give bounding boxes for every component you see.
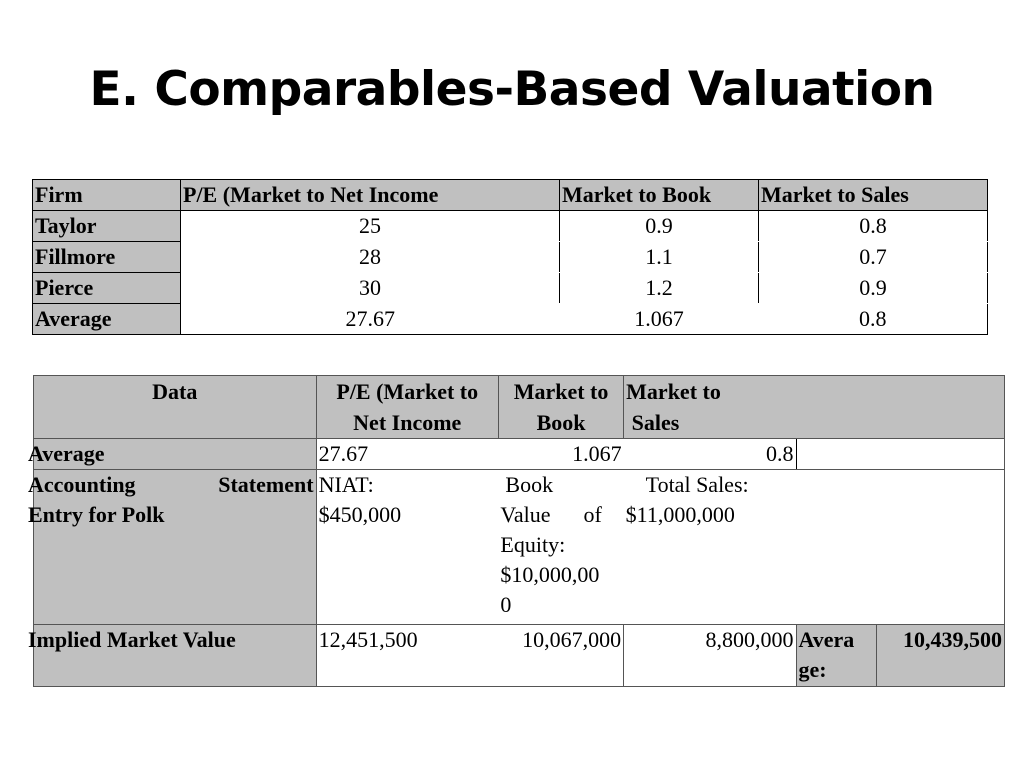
- market-to-book-value: 1.067: [560, 304, 759, 335]
- total-sales-cell: Total Sales: $11,000,000: [624, 470, 796, 625]
- valuation-header-row: [34, 376, 1005, 439]
- row-label-implied-market-value: Implied Market Value: [34, 625, 317, 687]
- pe-value: 30: [181, 273, 560, 304]
- header-market-to-book: Market to Book: [498, 376, 623, 439]
- book-value-cell: Book Value of Equity: $10,000,00 0: [498, 470, 623, 625]
- polk-valuation-table: [28, 375, 1005, 687]
- comparables-header-row: [33, 180, 988, 211]
- market-to-book-value: 0.9: [560, 211, 759, 242]
- average-pe: 27.67: [316, 439, 498, 470]
- implied-market-to-book: 10,067,000: [498, 625, 623, 687]
- firm-name: Fillmore: [33, 242, 181, 273]
- header-market-to-book: Market to Book: [560, 180, 759, 211]
- header-pe: P/E (Market to Net Income: [181, 180, 560, 211]
- average-row: [34, 439, 1005, 470]
- implied-average-value: 10,439,500: [876, 625, 1004, 687]
- firm-name: Pierce: [33, 273, 181, 304]
- row-label-average: Average: [34, 439, 317, 470]
- table-row: [33, 211, 988, 242]
- accounting-blank-cell: [796, 470, 1004, 625]
- row-label-accounting: Accounting Statement Entry for Polk: [34, 470, 317, 625]
- table-row: [33, 273, 988, 304]
- pe-value: 28: [181, 242, 560, 273]
- niat-cell: NIAT: $450,000: [316, 470, 498, 625]
- accounting-row: [34, 470, 1005, 625]
- implied-pe: 12,451,500: [316, 625, 498, 687]
- table-row: [33, 242, 988, 273]
- implied-average-label: Avera ge:: [796, 625, 876, 687]
- header-data: Data: [34, 376, 317, 439]
- market-to-sales-value: 0.8: [759, 304, 988, 335]
- market-to-sales-value: 0.7: [759, 242, 988, 273]
- market-to-book-value: 1.2: [560, 273, 759, 304]
- pe-value: 27.67: [181, 304, 560, 335]
- average-market-to-sales: 0.8: [624, 439, 796, 470]
- slide-title: E. Comparables-Based Valuation: [89, 62, 935, 117]
- firm-name: Average: [33, 304, 181, 335]
- average-blank-cell: [796, 439, 1004, 470]
- header-market-to-sales: Market to Sales: [624, 376, 1005, 439]
- pe-value: 25: [181, 211, 560, 242]
- header-pe: P/E (Market to Net Income: [316, 376, 498, 439]
- market-to-sales-value: 0.9: [759, 273, 988, 304]
- comparables-table: [32, 179, 988, 335]
- market-to-sales-value: 0.8: [759, 211, 988, 242]
- average-market-to-book: 1.067: [498, 439, 623, 470]
- firm-name: Taylor: [33, 211, 181, 242]
- average-row: [33, 304, 988, 335]
- header-firm: Firm: [33, 180, 181, 211]
- header-market-to-sales: Market to Sales: [759, 180, 988, 211]
- market-to-book-value: 1.1: [560, 242, 759, 273]
- implied-value-row: [34, 625, 1005, 687]
- implied-market-to-sales: 8,800,000: [624, 625, 796, 687]
